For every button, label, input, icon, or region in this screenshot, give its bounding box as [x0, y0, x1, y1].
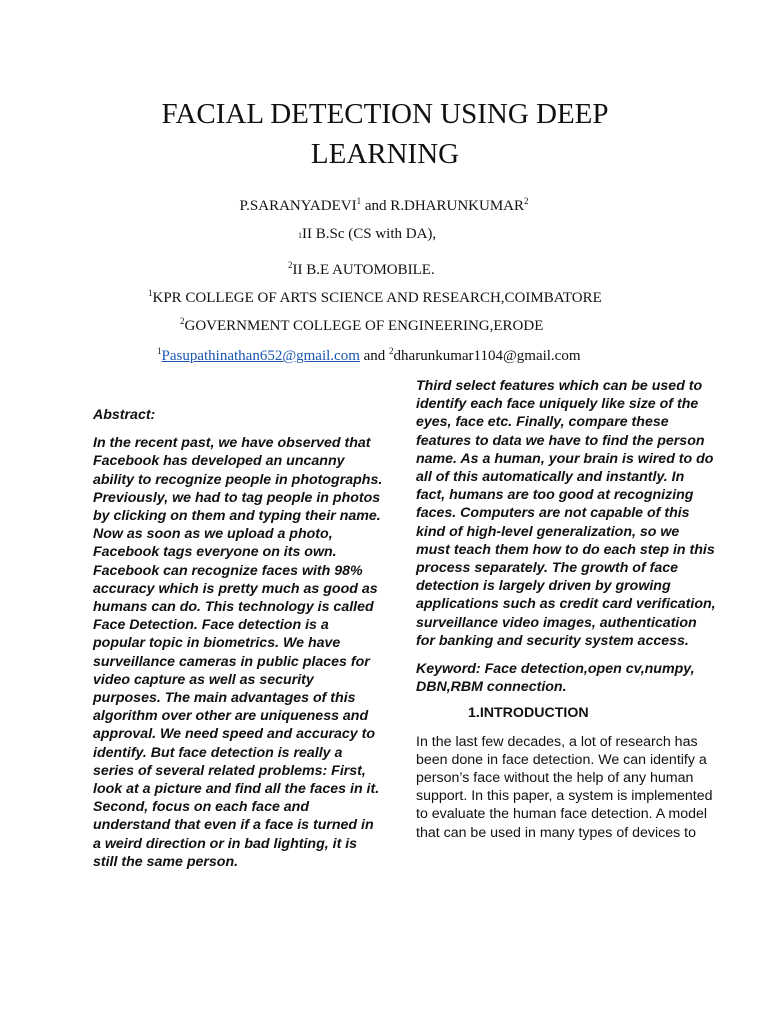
abstract-column	[93, 406, 383, 871]
affiliation-1-marker: 1	[298, 231, 302, 240]
affiliation-3-sup: 1	[148, 288, 153, 298]
author-line	[0, 198, 768, 215]
introduction-text: In the last few decades, a lot of research has been done in face detection. We can identify a person’s face without the help of any human support. In this paper, a system is implemented to evaluate the human face detection. A model that can be used in many types of devices to	[416, 733, 713, 841]
affiliation-4-sup: 2	[180, 316, 185, 326]
email-2-sup: 2	[389, 346, 394, 356]
abstract-text: In the recent past, we have observed that Facebook has developed an uncanny ability to recognize people in photographs. Previously, we had to tag people in photos by clicking on them and typing their name. Now as soon as we upload a photo, Facebook tags everyone on its own. Facebook can recognize faces with 98% accuracy which is pretty much as good as humans can do. This technology is called Face Detection. Face detection is a popular topic in biometrics. We have surveillance cameras in public places for video capture as well as security purposes. The main advantages of this algorithm over other are uniqueness and approval. We need speed and accuracy to identify. But face detection is really a series of several related problems: First, look at a picture and find all the faces in it. Second, focus on each face and understand that even if a face is turned in a weird direction or in bad lighting, it is still the same person.	[93, 435, 383, 870]
affiliation-3-text: KPR COLLEGE OF ARTS SCIENCE AND RESEARCH,COIMBATORE	[152, 290, 602, 306]
affiliation-4	[0, 318, 768, 335]
affiliation-1-text: II B.Sc (CS with DA),	[302, 226, 437, 242]
abstract-heading: Abstract:	[93, 407, 156, 423]
affiliation-2	[0, 262, 768, 279]
paper-title: FACIAL DETECTION USING DEEP LEARNING	[161, 98, 609, 170]
right-column	[416, 377, 716, 842]
affiliation-1	[0, 226, 768, 243]
abstract-continuation: Third select features which can be used to identify each face uniquely like size of the eyes, face etc. Finally, compare these features to data we have to find the person name. As a human, your brain is wired to do all of this automatically and instantly. In fact, humans are too good at recognizing faces. Computers are not capable of this kind of high-level generalization, so we must teach them how to do each step in this process separately. The growth of face detection is largely driven by growing applications such as credit card verification, surveillance video images, authentication for banking and security system access.	[416, 378, 716, 649]
author-1-sup: 1	[356, 196, 362, 206]
author-2: R.DHARUNKUMAR	[390, 198, 525, 214]
email-and: and	[363, 348, 386, 364]
introduction-heading: 1.INTRODUCTION	[468, 705, 589, 722]
author-1: P.SARANYADEVI	[239, 198, 357, 214]
email-2: dharunkumar1104@gmail.com	[393, 348, 581, 364]
affiliation-2-sup: 2	[288, 260, 293, 270]
email-line	[0, 348, 768, 365]
affiliation-4-text: GOVERNMENT COLLEGE OF ENGINEERING,ERODE	[184, 318, 544, 334]
keywords: Keyword: Face detection,open cv,numpy, DBN,RBM connection.	[416, 661, 695, 696]
email-1-link[interactable]: Pasupathinathan652@gmail.com	[161, 348, 360, 364]
author-and: and	[364, 198, 387, 214]
email-1-sup: 1	[157, 346, 162, 356]
author-2-sup: 2	[524, 196, 529, 206]
affiliation-3	[0, 290, 768, 307]
affiliation-2-text: II B.E AUTOMOBILE.	[292, 262, 435, 278]
